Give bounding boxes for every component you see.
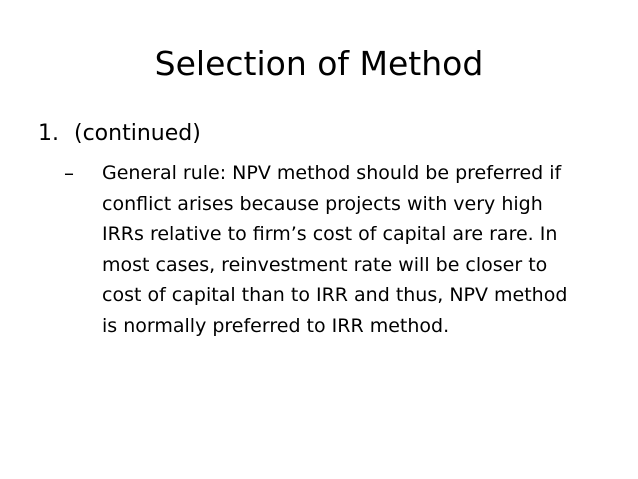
sub-item-line: conflict arises because projects with very high [102,192,543,215]
sub-item-line: is normally preferred to IRR method. [102,314,450,337]
sub-item-text [102,158,602,341]
sub-item-line: General rule: NPV method should be preferred if [102,162,562,184]
sub-item-bullet: – [64,161,74,185]
sub-item-line: cost of capital than to IRR and thus, NPV method [102,284,568,306]
sub-item-line: most cases, reinvestment rate will be closer to [102,253,548,276]
list-item-number: 1. [38,121,59,146]
list-item-text: (continued) [74,121,201,146]
slide-title: Selection of Method [154,44,484,83]
sub-item-line: IRRs relative to firm’s cost of capital are rare. In [102,223,558,245]
list-item [38,117,201,151]
